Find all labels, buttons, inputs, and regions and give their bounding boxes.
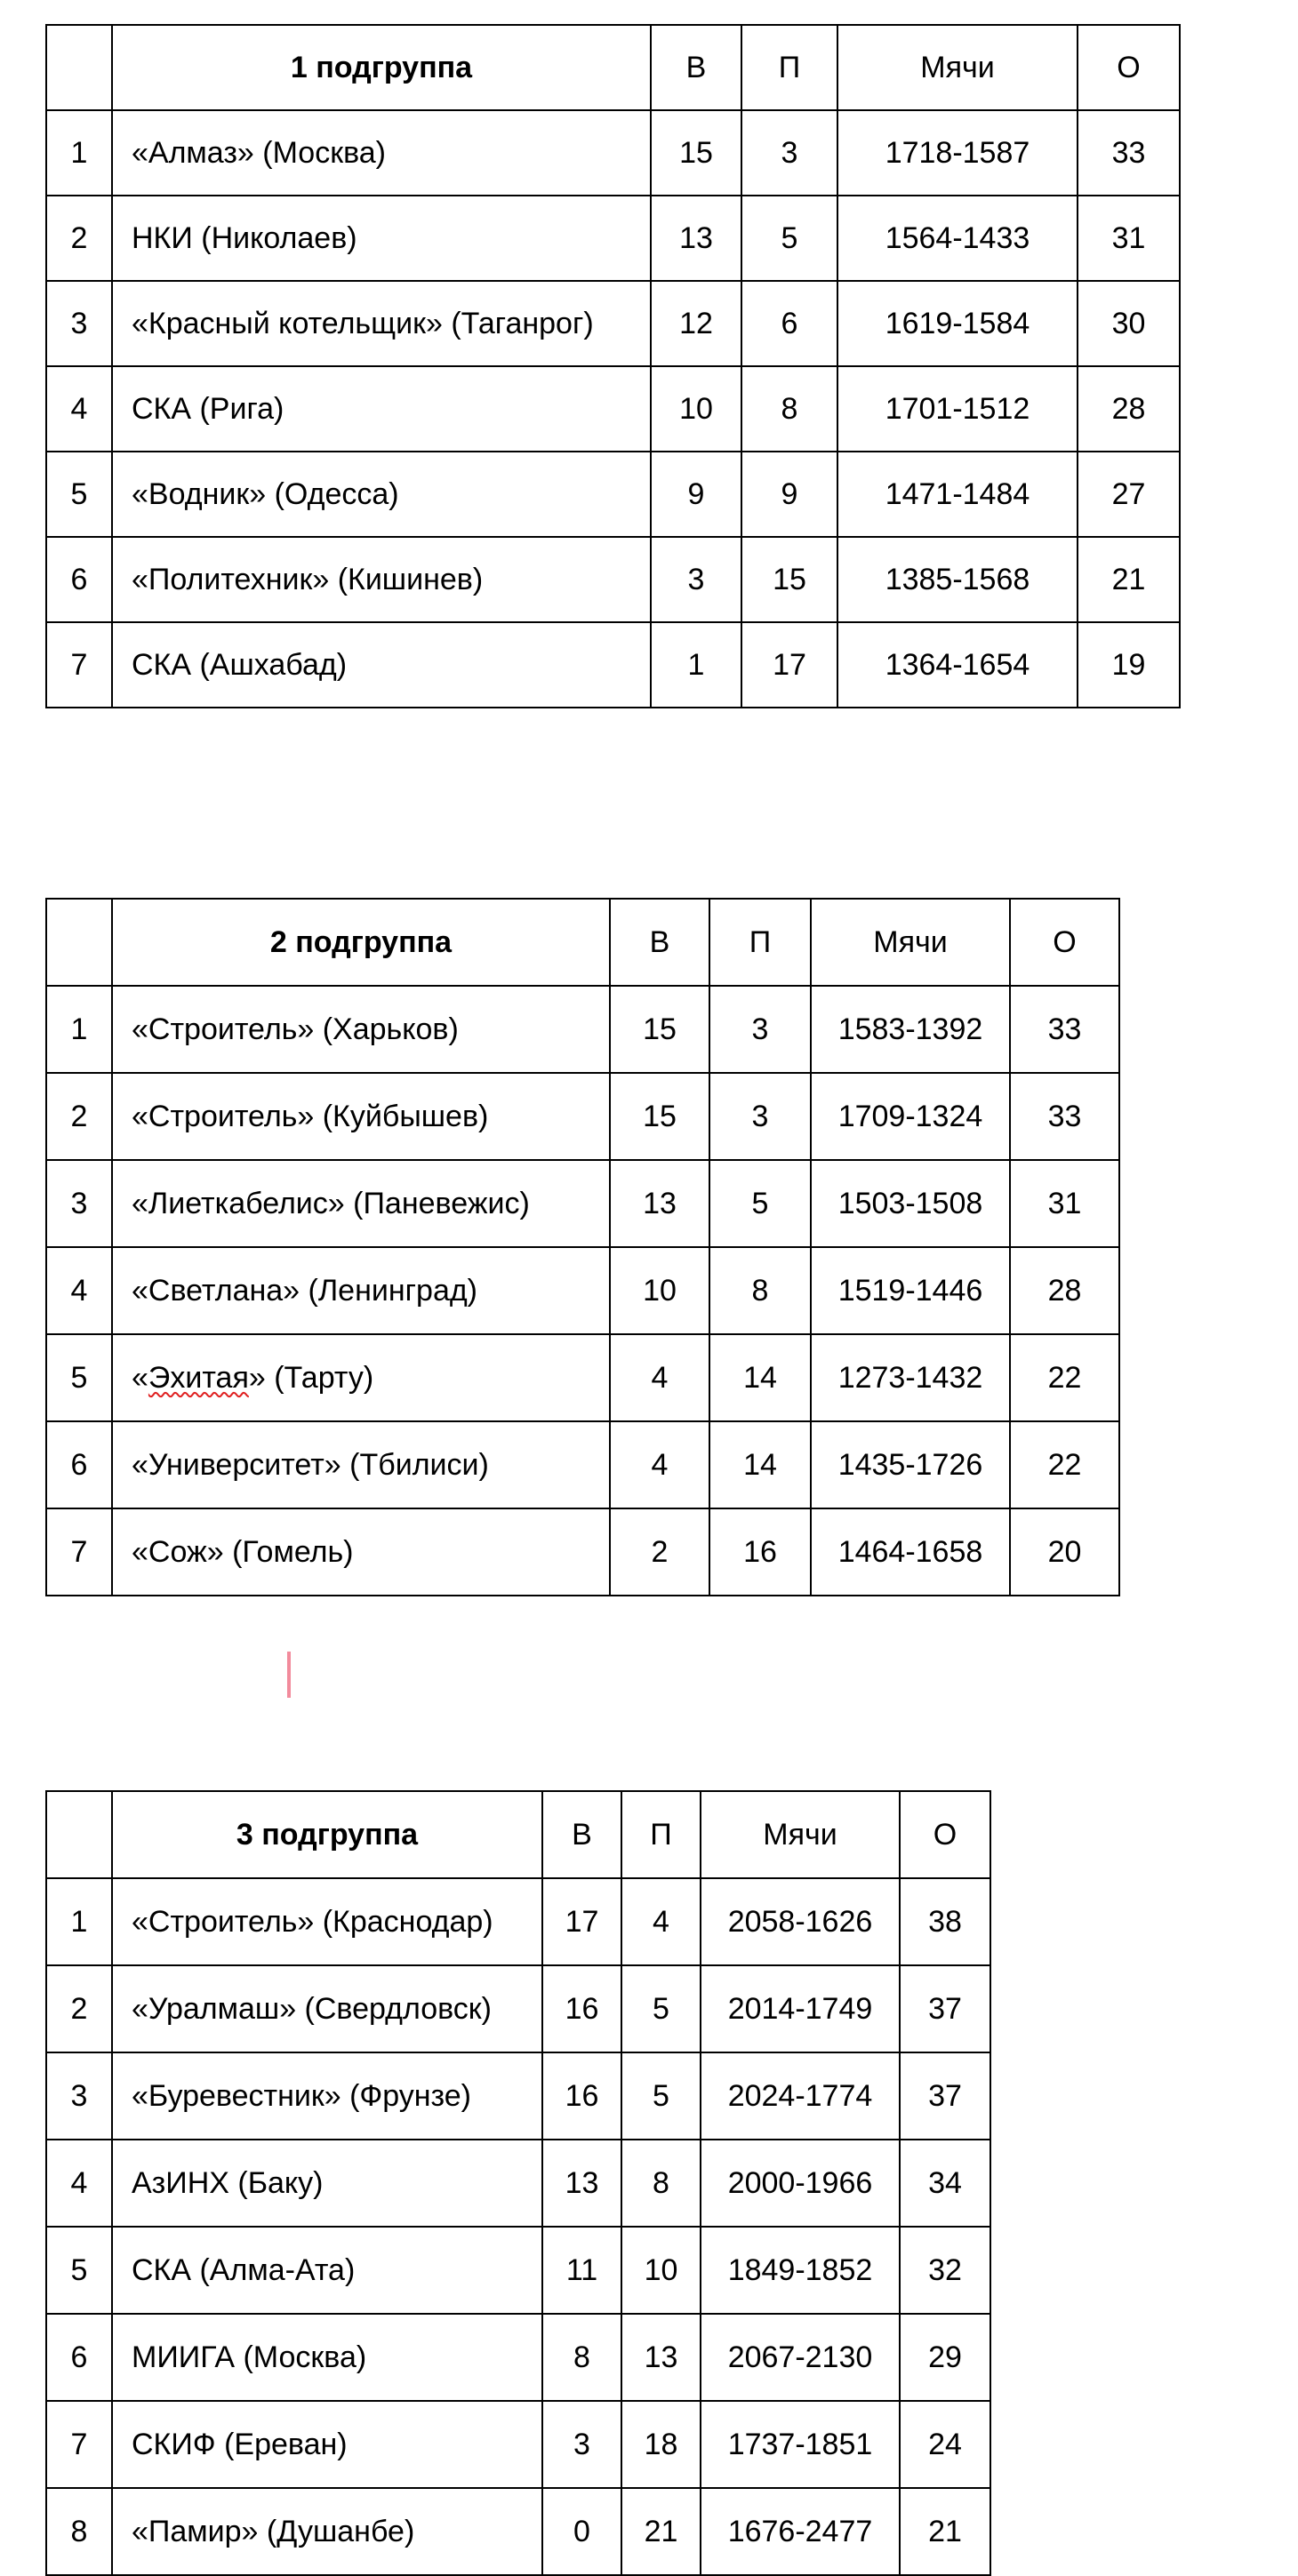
row-team: НКИ (Николаев) bbox=[112, 196, 651, 281]
group-title: 1 подгруппа bbox=[112, 25, 651, 110]
row-balls: 1619-1584 bbox=[837, 281, 1078, 366]
row-balls: 1364-1654 bbox=[837, 622, 1078, 708]
row-balls: 2058-1626 bbox=[701, 1878, 900, 1965]
row-balls: 1849-1852 bbox=[701, 2227, 900, 2314]
row-wins: 3 bbox=[542, 2401, 621, 2488]
row-points: 33 bbox=[1010, 1073, 1119, 1160]
row-losses: 8 bbox=[621, 2140, 701, 2227]
row-position: 7 bbox=[46, 1508, 112, 1596]
row-losses: 15 bbox=[741, 537, 837, 622]
standings-table-group-3 bbox=[45, 1790, 991, 2576]
row-points: 22 bbox=[1010, 1334, 1119, 1421]
row-team: СКА (Рига) bbox=[112, 366, 651, 452]
row-wins: 13 bbox=[542, 2140, 621, 2227]
row-wins: 8 bbox=[542, 2314, 621, 2401]
row-position: 3 bbox=[46, 281, 112, 366]
row-balls: 1564-1433 bbox=[837, 196, 1078, 281]
row-points: 29 bbox=[900, 2314, 990, 2401]
standings-table-group-1 bbox=[45, 24, 1181, 708]
row-position: 7 bbox=[46, 2401, 112, 2488]
row-losses: 14 bbox=[709, 1421, 811, 1508]
table-row bbox=[46, 2227, 990, 2314]
row-position: 4 bbox=[46, 1247, 112, 1334]
row-wins: 4 bbox=[610, 1421, 709, 1508]
row-team: «Водник» (Одесса) bbox=[112, 452, 651, 537]
row-position: 6 bbox=[46, 537, 112, 622]
row-position: 2 bbox=[46, 1073, 112, 1160]
header-balls: Мячи bbox=[811, 899, 1010, 986]
table-row bbox=[46, 1421, 1119, 1508]
row-team: СКИФ (Ереван) bbox=[112, 2401, 542, 2488]
row-position: 8 bbox=[46, 2488, 112, 2575]
group-title: 3 подгруппа bbox=[112, 1791, 542, 1878]
header-wins: В bbox=[542, 1791, 621, 1878]
row-points: 19 bbox=[1078, 622, 1180, 708]
row-position: 3 bbox=[46, 2052, 112, 2140]
row-balls: 1519-1446 bbox=[811, 1247, 1010, 1334]
row-points: 33 bbox=[1010, 986, 1119, 1073]
row-points: 33 bbox=[1078, 110, 1180, 196]
row-points: 20 bbox=[1010, 1508, 1119, 1596]
row-wins: 10 bbox=[651, 366, 741, 452]
header-balls: Мячи bbox=[837, 25, 1078, 110]
row-losses: 21 bbox=[621, 2488, 701, 2575]
row-team: «Строитель» (Краснодар) bbox=[112, 1878, 542, 1965]
row-team: «Памир» (Душанбе) bbox=[112, 2488, 542, 2575]
table-row bbox=[46, 452, 1180, 537]
row-points: 21 bbox=[900, 2488, 990, 2575]
row-losses: 3 bbox=[741, 110, 837, 196]
row-losses: 8 bbox=[741, 366, 837, 452]
row-wins: 16 bbox=[542, 2052, 621, 2140]
row-balls: 2067-2130 bbox=[701, 2314, 900, 2401]
row-team: «Политехник» (Кишинев) bbox=[112, 537, 651, 622]
row-losses: 5 bbox=[741, 196, 837, 281]
row-losses: 14 bbox=[709, 1334, 811, 1421]
row-team: «Сож» (Гомель) bbox=[112, 1508, 610, 1596]
row-losses: 4 bbox=[621, 1878, 701, 1965]
row-team: «Строитель» (Харьков) bbox=[112, 986, 610, 1073]
row-position: 2 bbox=[46, 1965, 112, 2052]
row-points: 21 bbox=[1078, 537, 1180, 622]
table-header-row bbox=[46, 899, 1119, 986]
table-row bbox=[46, 986, 1119, 1073]
table-row bbox=[46, 196, 1180, 281]
row-wins: 13 bbox=[610, 1160, 709, 1247]
row-losses: 9 bbox=[741, 452, 837, 537]
row-position: 6 bbox=[46, 1421, 112, 1508]
table-row bbox=[46, 537, 1180, 622]
row-points: 24 bbox=[900, 2401, 990, 2488]
row-position: 2 bbox=[46, 196, 112, 281]
row-balls: 1701-1512 bbox=[837, 366, 1078, 452]
row-team: «Буревестник» (Фрунзе) bbox=[112, 2052, 542, 2140]
row-points: 31 bbox=[1010, 1160, 1119, 1247]
row-losses: 3 bbox=[709, 1073, 811, 1160]
row-balls: 1583-1392 bbox=[811, 986, 1010, 1073]
row-team bbox=[112, 1334, 610, 1421]
table-row bbox=[46, 1965, 990, 2052]
row-balls: 1471-1484 bbox=[837, 452, 1078, 537]
row-team: «Уралмаш» (Свердловск) bbox=[112, 1965, 542, 2052]
row-position: 5 bbox=[46, 452, 112, 537]
table-row bbox=[46, 366, 1180, 452]
header-position bbox=[46, 899, 112, 986]
row-position: 4 bbox=[46, 366, 112, 452]
row-team: «Светлана» (Ленинград) bbox=[112, 1247, 610, 1334]
row-points: 37 bbox=[900, 1965, 990, 2052]
row-points: 27 bbox=[1078, 452, 1180, 537]
table-row bbox=[46, 1334, 1119, 1421]
table-row bbox=[46, 2488, 990, 2575]
header-balls: Мячи bbox=[701, 1791, 900, 1878]
row-points: 31 bbox=[1078, 196, 1180, 281]
table-row bbox=[46, 1508, 1119, 1596]
row-position: 4 bbox=[46, 2140, 112, 2227]
row-wins: 10 bbox=[610, 1247, 709, 1334]
header-points: О bbox=[1010, 899, 1119, 986]
row-wins: 0 bbox=[542, 2488, 621, 2575]
row-balls: 2024-1774 bbox=[701, 2052, 900, 2140]
row-balls: 2000-1966 bbox=[701, 2140, 900, 2227]
row-team: «Строитель» (Куйбышев) bbox=[112, 1073, 610, 1160]
row-losses: 6 bbox=[741, 281, 837, 366]
header-losses: П bbox=[621, 1791, 701, 1878]
row-team: «Алмаз» (Москва) bbox=[112, 110, 651, 196]
table-header-row bbox=[46, 1791, 990, 1878]
spellcheck-flagged-word[interactable]: Эхитая bbox=[148, 1360, 249, 1395]
row-balls: 1709-1324 bbox=[811, 1073, 1010, 1160]
table-row bbox=[46, 110, 1180, 196]
row-points: 37 bbox=[900, 2052, 990, 2140]
row-points: 34 bbox=[900, 2140, 990, 2227]
row-position: 6 bbox=[46, 2314, 112, 2401]
row-position: 5 bbox=[46, 1334, 112, 1421]
row-team: АзИНХ (Баку) bbox=[112, 2140, 542, 2227]
row-position: 7 bbox=[46, 622, 112, 708]
header-position bbox=[46, 25, 112, 110]
row-losses: 13 bbox=[621, 2314, 701, 2401]
row-wins: 11 bbox=[542, 2227, 621, 2314]
row-wins: 9 bbox=[651, 452, 741, 537]
row-balls: 1737-1851 bbox=[701, 2401, 900, 2488]
standings-table-group-2 bbox=[45, 898, 1120, 1596]
row-wins: 3 bbox=[651, 537, 741, 622]
header-losses: П bbox=[709, 899, 811, 986]
row-wins: 15 bbox=[651, 110, 741, 196]
row-balls: 1676-2477 bbox=[701, 2488, 900, 2575]
row-wins: 16 bbox=[542, 1965, 621, 2052]
row-balls: 1503-1508 bbox=[811, 1160, 1010, 1247]
row-points: 30 bbox=[1078, 281, 1180, 366]
row-losses: 10 bbox=[621, 2227, 701, 2314]
table-row bbox=[46, 622, 1180, 708]
table-row bbox=[46, 2140, 990, 2227]
text-cursor bbox=[287, 1652, 291, 1698]
row-losses: 17 bbox=[741, 622, 837, 708]
header-losses: П bbox=[741, 25, 837, 110]
row-balls: 2014-1749 bbox=[701, 1965, 900, 2052]
table-row bbox=[46, 2401, 990, 2488]
row-position: 1 bbox=[46, 110, 112, 196]
row-wins: 17 bbox=[542, 1878, 621, 1965]
header-wins: В bbox=[610, 899, 709, 986]
row-wins: 2 bbox=[610, 1508, 709, 1596]
table-row bbox=[46, 281, 1180, 366]
header-points: О bbox=[900, 1791, 990, 1878]
row-position: 1 bbox=[46, 986, 112, 1073]
header-points: О bbox=[1078, 25, 1180, 110]
row-team: «Красный котельщик» (Таганрог) bbox=[112, 281, 651, 366]
row-losses: 5 bbox=[621, 1965, 701, 2052]
table-header-row bbox=[46, 25, 1180, 110]
row-balls: 1464-1658 bbox=[811, 1508, 1010, 1596]
header-position bbox=[46, 1791, 112, 1878]
team-quote-open: « bbox=[132, 1360, 148, 1395]
row-points: 22 bbox=[1010, 1421, 1119, 1508]
row-team: «Лиеткабелис» (Паневежис) bbox=[112, 1160, 610, 1247]
table-row bbox=[46, 1247, 1119, 1334]
row-team: СКА (Алма-Ата) bbox=[112, 2227, 542, 2314]
table-row bbox=[46, 2052, 990, 2140]
row-position: 5 bbox=[46, 2227, 112, 2314]
row-wins: 1 bbox=[651, 622, 741, 708]
row-balls: 1273-1432 bbox=[811, 1334, 1010, 1421]
row-wins: 13 bbox=[651, 196, 741, 281]
row-losses: 5 bbox=[709, 1160, 811, 1247]
table-row bbox=[46, 1160, 1119, 1247]
header-wins: В bbox=[651, 25, 741, 110]
row-team: МИИГА (Москва) bbox=[112, 2314, 542, 2401]
row-position: 1 bbox=[46, 1878, 112, 1965]
row-losses: 16 bbox=[709, 1508, 811, 1596]
group-title: 2 подгруппа bbox=[112, 899, 610, 986]
table-row bbox=[46, 2314, 990, 2401]
row-wins: 15 bbox=[610, 986, 709, 1073]
row-losses: 5 bbox=[621, 2052, 701, 2140]
row-team: «Университет» (Тбилиси) bbox=[112, 1421, 610, 1508]
table-row bbox=[46, 1073, 1119, 1160]
row-losses: 18 bbox=[621, 2401, 701, 2488]
row-points: 28 bbox=[1010, 1247, 1119, 1334]
row-points: 28 bbox=[1078, 366, 1180, 452]
row-points: 32 bbox=[900, 2227, 990, 2314]
row-balls: 1718-1587 bbox=[837, 110, 1078, 196]
row-wins: 15 bbox=[610, 1073, 709, 1160]
row-points: 38 bbox=[900, 1878, 990, 1965]
row-balls: 1435-1726 bbox=[811, 1421, 1010, 1508]
row-balls: 1385-1568 bbox=[837, 537, 1078, 622]
row-wins: 12 bbox=[651, 281, 741, 366]
team-name-rest: » (Тарту) bbox=[248, 1360, 374, 1395]
row-losses: 3 bbox=[709, 986, 811, 1073]
row-team: СКА (Ашхабад) bbox=[112, 622, 651, 708]
row-position: 3 bbox=[46, 1160, 112, 1247]
row-wins: 4 bbox=[610, 1334, 709, 1421]
row-losses: 8 bbox=[709, 1247, 811, 1334]
table-row bbox=[46, 1878, 990, 1965]
